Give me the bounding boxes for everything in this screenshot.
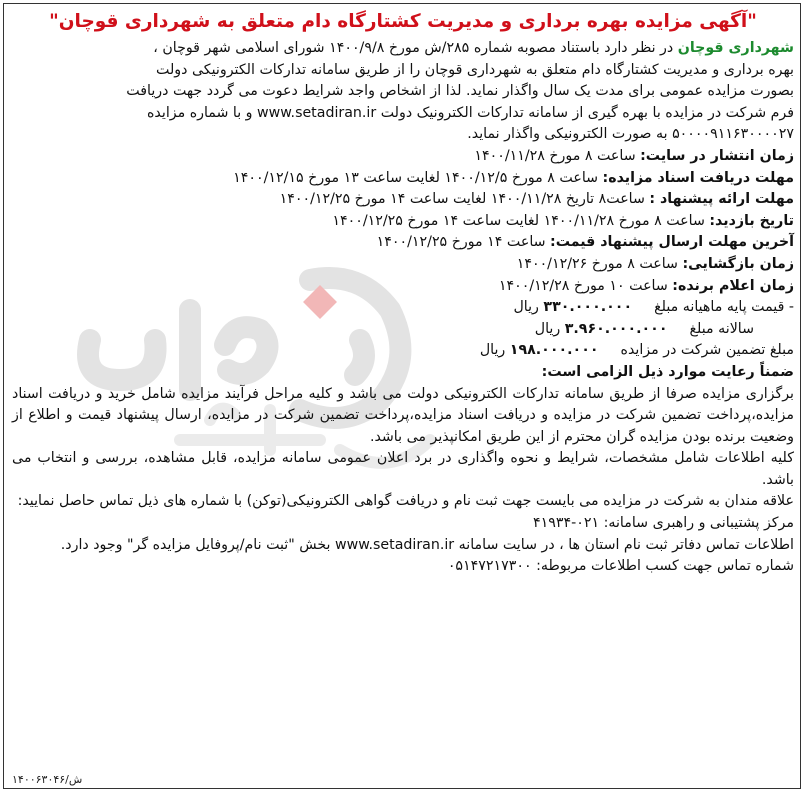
- schedule-price-deadline: آخرین مهلت ارسال پیشنهاد قیمت: ساعت ۱۴ مورخ ۱۴۰۰/۱۲/۲۵: [376, 234, 794, 251]
- contact-phone: شماره تماس جهت کسب اطلاعات مربوطه: ۰۵۱۴۷۲۱۷۳۰۰: [447, 558, 794, 575]
- requirement-1: برگزاری مزایده صرفا از طریق سامانه تدارکات الکترونیکی دولت می باشد و کلیه مراحل فرآیند مزایده شامل خرید و دریافت اسناد مزایده،پرداخت تضمین شرکت در مزایده و دریافت اسناد مزایده،پرداخت تضمین شرکت در مزایده، ارسال پیشنهاد قیمت و اطلاع از وضعیت برنده بودن مزایده گران محترم از این طریق امکانپذیر می باشد.: [12, 385, 794, 445]
- registration-offices: اطلاعات تماس دفاتر ثبت نام استان ها ، در سایت سامانه www.setadiran.ir بخش "ثبت نام/پروفایل مزایده گر" وجود دارد.: [60, 536, 794, 553]
- schedule-documents: مهلت دریافت اسناد مزایده: ساعت ۸ مورخ ۱۴۰۰/۱۲/۵ لغایت ساعت ۱۳ مورخ ۱۴۰۰/۱۲/۱۵: [233, 169, 794, 186]
- intro-line-1: شهرداری قوچان در نظر دارد باستناد مصوبه شماره ۲۸۵/ش مورخ ۱۴۰۰/۹/۸ شورای اسلامی شهر قوچان ،: [153, 40, 794, 56]
- intro-line-2: بهره برداری و مدیریت کشتارگاه دام متعلق به شهرداری قوچان را از طریق سامانه تدارکات الکترونیکی دولت: [156, 61, 794, 78]
- intro-line-3: بصورت مزایده عمومی برای مدت یک سال واگذار نماید. لذا از اشخاص واجد شرایط دعوت می گردد جهت دریافت: [126, 83, 794, 100]
- intro-line-5: ۵۰۰۰۰۹۱۱۶۳۰۰۰۰۲۷ به صورت الکترونیکی واگذار نماید.: [467, 126, 794, 143]
- footer-code: ۱۴۰۰۶۳۰۴۶/ش: [12, 773, 83, 786]
- schedule-winner: زمان اعلام برنده: ساعت ۱۰ مورخ ۱۴۰۰/۱۲/۲۸: [498, 277, 794, 294]
- notice-title: "آگهی مزایده بهره برداری و مدیریت کشتارگاه دام متعلق به شهرداری قوچان": [49, 11, 757, 32]
- price-annual: سالانه مبلغ۳.۹۶۰.۰۰۰.۰۰۰ ریال: [534, 320, 754, 337]
- tender-notice: [12, 8, 794, 578]
- requirement-2: کلیه اطلاعات شامل مشخصات، شرایط و نحوه واگذاری در برد اعلان عمومی سامانه مزایده، قابل مشاهده، بررسی و انتخاب می باشد.: [12, 450, 794, 488]
- organization-name: شهرداری قوچان: [677, 40, 794, 56]
- schedule-opening: زمان بازگشایی: ساعت ۸ مورخ ۱۴۰۰/۱۲/۲۶: [516, 255, 794, 272]
- intro-line-4: فرم شرکت در مزایده با بهره گیری از سامانه تدارکات الکترونیک دولت www.setadiran.ir و با شماره مزایده: [146, 104, 794, 121]
- schedule-proposal: مهلت ارائه پیشنهاد : ساعت۸ تاریخ ۱۴۰۰/۱۱/۲۸ لغایت ساعت ۱۴ مورخ ۱۴۰۰/۱۲/۲۵: [279, 191, 794, 208]
- support-center: مرکز پشتیبانی و راهبری سامانه: ۰۲۱-۴۱۹۳۴: [532, 515, 794, 532]
- price-deposit: مبلغ تضمین شرکت در مزایده۱۹۸.۰۰۰.۰۰۰ ریال: [479, 342, 794, 359]
- schedule-publish: زمان انتشار در سایت: ساعت ۸ مورخ ۱۴۰۰/۱۱/۲۸: [474, 147, 794, 164]
- requirement-3: علاقه مندان به شرکت در مزایده می بایست جهت ثبت نام و دریافت گواهی الکترونیکی(توکن) با شماره های ذیل تماس حاصل نمایید:: [17, 493, 794, 510]
- requirements-heading: ضمناً رعایت موارد ذیل الزامی است:: [541, 363, 794, 380]
- schedule-visit: تاریخ بازدید: ساعت ۸ مورخ ۱۴۰۰/۱۱/۲۸ لغایت ساعت ۱۴ مورخ ۱۴۰۰/۱۲/۲۵: [332, 212, 794, 229]
- price-monthly: - قیمت پایه ماهیانه مبلغ۳۳۰.۰۰۰.۰۰۰ ریال: [513, 299, 794, 316]
